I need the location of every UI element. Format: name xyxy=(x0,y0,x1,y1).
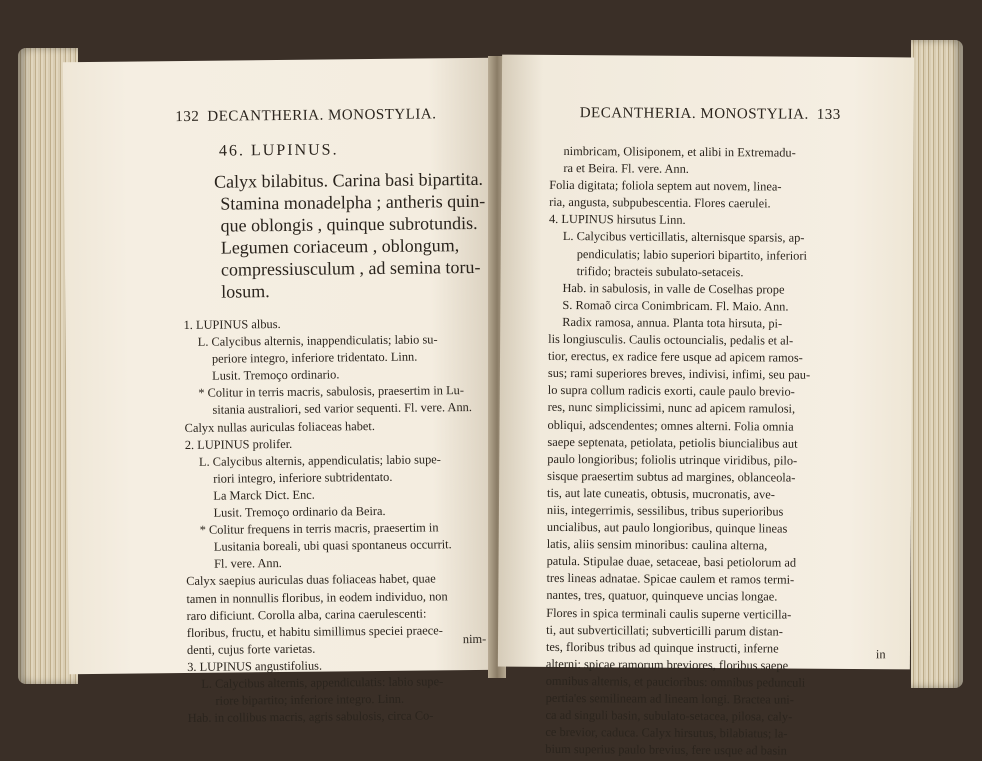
text-line: lo supra collum radicis exorti, caule paulo brevio- xyxy=(547,383,795,399)
open-book xyxy=(18,26,963,758)
text-line: Calyx nullas auriculas foliaceas habet. xyxy=(184,418,375,435)
species-heading: 4. LUPINUS hirsutus Linn. xyxy=(548,212,686,228)
left-head-title: DECANTHERIA. MONOSTYLIA. xyxy=(207,106,437,125)
text-line: floribus, fructu, et habitu simillimus speciei praece- xyxy=(186,623,443,640)
text-line: riori integro, inferiore subtridentato. xyxy=(213,469,393,486)
left-catchword: nim- xyxy=(462,631,487,647)
text-line: ce brevior, caduca. Calyx hirsutus, bilabiatus; la- xyxy=(545,725,788,741)
text-line: ca ad singuli basin, subulato-setacea, pilosa, caly- xyxy=(545,707,793,724)
text-line: sitania australiori, sed varior sequenti. Fl. vere. Ann. xyxy=(212,400,472,418)
page-edges-right xyxy=(911,40,963,688)
text-line: raro dificiunt. Corolla alba, carina caerulescenti: xyxy=(186,606,427,623)
text-line: * Colitur in terris macris, sabulosis, praesertim in Lu- xyxy=(198,383,465,401)
text-line: tior, erectus, ex radice fere usque ad apicem ramos- xyxy=(547,349,803,365)
text-line: Fl. vere. Ann. xyxy=(213,556,282,572)
text-line: tis, aut late cuneatis, obtusis, mucronatis, ave- xyxy=(547,485,775,502)
genus-diagnosis xyxy=(214,168,495,303)
text-line: tes, floribus tribus ad quinque instructi, inferne xyxy=(545,639,779,656)
text-line: pertia'es semilineam ad lineam longi. Bractea uni- xyxy=(545,690,794,707)
species-heading: 2. LUPINUS prolifer. xyxy=(184,436,293,452)
left-page-text xyxy=(183,314,487,727)
text-line: Hab. in collibus macris, agris sabulosis, circa Co- xyxy=(187,708,434,726)
text-line: bium superius paulo brevius, fere usque ad basin xyxy=(545,742,787,758)
text-line: riore bipartito; inferiore integro. Linn. xyxy=(215,691,405,708)
text-line: patula. Stipulae duae, setaceae, basi petiolorum ad xyxy=(546,554,797,570)
diagnosis-line: compressiusculum , ad semina toru- xyxy=(220,256,481,280)
text-line: nimbricam, Olisiponem, et alibi in Extremadu- xyxy=(563,143,796,160)
diagnosis-line: Calyx bilabitus. Carina basi bipartita. xyxy=(213,168,484,192)
left-page-number: 132 xyxy=(175,108,200,126)
text-line: Calyx saepius auriculas duas foliaceas habet, quae xyxy=(186,571,436,589)
text-line: L. Calycibus verticillatis, alternisque sparsis, ap- xyxy=(562,229,805,246)
text-line: L. Calycibus alternis, appendiculatis; labio supe- xyxy=(198,452,441,469)
text-line: * Colitur frequens in terris macris, praesertim in xyxy=(199,520,439,537)
diagnosis-line: Stamina monadelpha ; antheris quin- xyxy=(220,190,486,214)
species-heading: 1. LUPINUS albus. xyxy=(183,317,281,333)
text-line: omnibus alternis, et paucioribus: omnibus pedunculi xyxy=(545,673,806,690)
diagnosis-line: losum. xyxy=(221,281,270,302)
right-head-title: DECANTHERIA. MONOSTYLIA. xyxy=(579,105,809,123)
text-line: nantes, tres, quatuor, quinqueve uncias longae. xyxy=(546,588,778,604)
text-line: Lusit. Tremoço ordinario da Beira. xyxy=(213,503,386,520)
diagnosis-line: que oblongis , quinque subrotundis. xyxy=(220,212,478,236)
text-line: res, nunc simplicissimi, nunc ad apicem ramulosi, xyxy=(547,400,796,417)
right-page xyxy=(498,55,914,758)
text-line: Lusitania boreali, ubi quasi spontaneus occurrit. xyxy=(213,537,452,554)
right-catchword: in xyxy=(875,647,886,662)
text-line: denti, cujus forte varietas. xyxy=(186,641,316,657)
right-page-text xyxy=(545,143,887,761)
text-line: periore integro, inferiore tridentato. Linn. xyxy=(211,349,418,366)
text-line: ti, aut subverticillati; subverticilli parum distan- xyxy=(546,622,783,639)
left-running-head xyxy=(175,106,436,126)
text-line: L. Calycibus alternis, inappendiculatis; labio su- xyxy=(197,332,438,349)
text-line: alterni: spicae ramorum breviores, floribus saepe xyxy=(545,656,789,673)
text-line: lis longiusculis. Caulis octouncialis, pedalis et al- xyxy=(548,331,794,348)
text-line: pendiculatis; labio superiori bipartito, inferiori xyxy=(576,246,807,263)
text-line: tamen in nonnullis floribus, in eodem individuo, non xyxy=(186,588,448,606)
text-line: uncialibus, aut paulo longioribus, quinque lineas xyxy=(546,519,788,536)
text-line: sisque praesertim subtus ad margines, oblanceola- xyxy=(547,468,796,485)
text-line: S. Romaõ circa Conimbricam. Fl. Maio. Ann. xyxy=(562,297,789,314)
text-line: niis, integerrimis, sessilibus, tribus superioribus xyxy=(546,502,784,519)
right-page-number: 133 xyxy=(816,106,841,123)
text-line: ria, angusta, subpubescentia. Flores caerulei. xyxy=(549,195,771,211)
left-page xyxy=(63,58,499,726)
text-line: Flores in spica terminali caulis superne verticilla- xyxy=(546,605,792,622)
diagnosis-line: Legumen coriaceum , oblongum, xyxy=(220,235,460,258)
text-line: Folia digitata; foliola septem aut novem, linea- xyxy=(549,178,782,194)
text-line: tres lineas adnatae. Spicae caulem et ramos termi- xyxy=(546,571,795,587)
text-line: Hab. in sabulosis, in valle de Coselhas prope xyxy=(562,280,785,297)
text-line: La Marck Dict. Enc. xyxy=(213,487,315,503)
species-heading: 3. LUPINUS angustifolius. xyxy=(187,658,323,674)
text-line: ra et Beira. Fl. vere. Ann. xyxy=(563,161,689,176)
text-line: Lusit. Tremoço ordinario. xyxy=(212,367,340,384)
text-line: paulo longioribus; foliolis utrinque viridibus, pilo- xyxy=(547,451,798,468)
genus-heading: 46. LUPINUS. xyxy=(218,141,339,160)
text-line: sus; rami superiores breves, indivisi, infimi, seu pau- xyxy=(547,366,811,382)
text-line: obliqui, adscendentes; omnes alterni. Folia omnia xyxy=(547,417,794,434)
text-line: Radix ramosa, annua. Planta tota hirsuta, pi- xyxy=(562,314,783,331)
right-running-head xyxy=(580,105,841,124)
text-line: latis, aliis sensim minoribus: caulina alterna, xyxy=(546,537,768,553)
text-line: saepe septenata, petiolata, petiolis biuncialibus aut xyxy=(547,434,798,451)
text-line: trifido; bracteis subulato-setaceis. xyxy=(576,263,744,279)
text-line: L. Calycibus alternis, appendiculatis: labio supe- xyxy=(201,674,444,691)
